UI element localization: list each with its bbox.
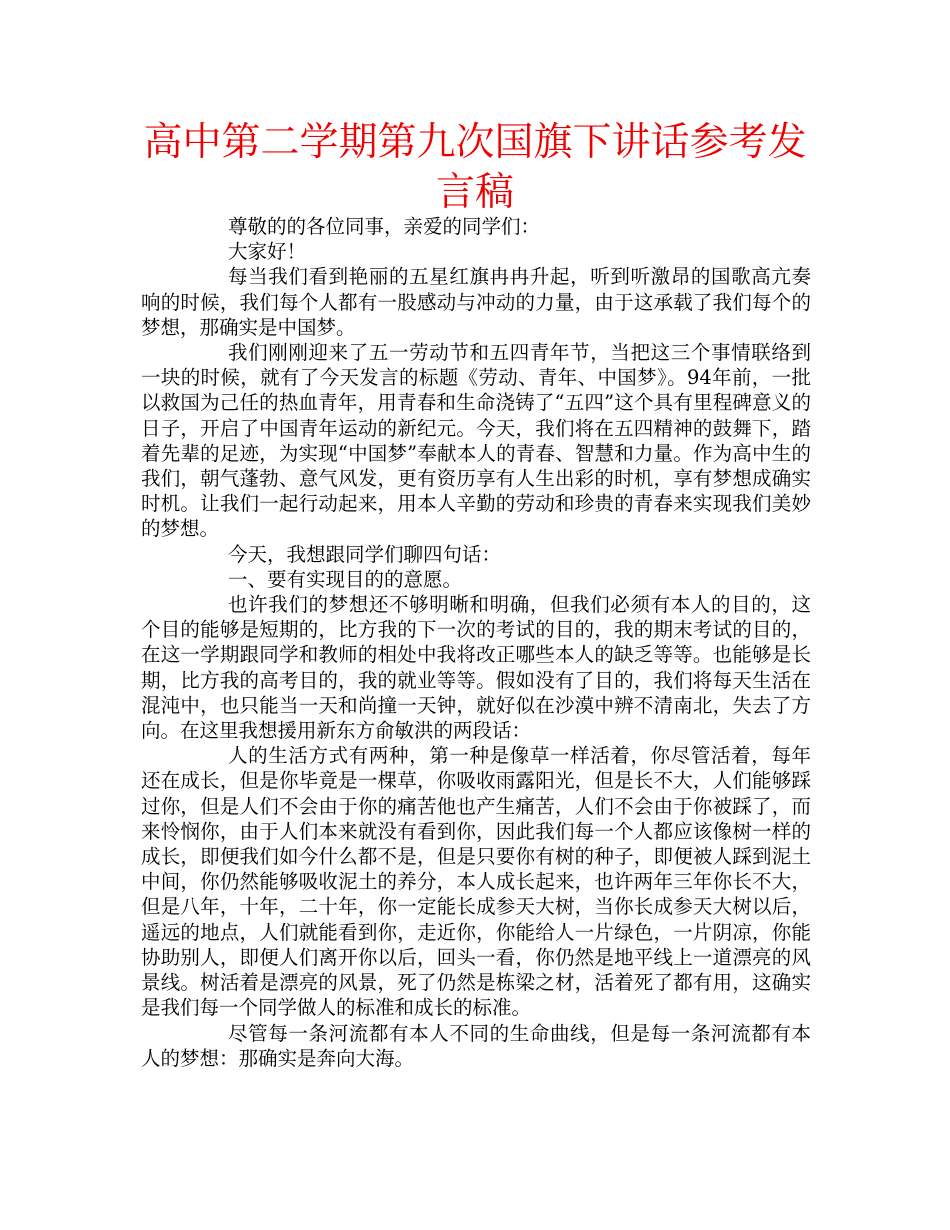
body-paragraph: 也许我们的梦想还不够明晰和明确，但我们必须有本人的目的，这个目的能够是短期的，比方我的下一次的考试的目的，我的期末考试的目的，在这一学期跟同学和教师的相处中我将改正哪些本人的缺乏等等。也能够是长期，比方我的高考目的，我的就业等等。假如没有了目的，我们将每天生活在混沌中，也只能当一天和尚撞一天钟，就好似在沙漠中辨不清南北，失去了方向。在这里我想援用新东方俞敏洪的两段话：: [141, 593, 811, 743]
greeting-paragraph: 尊敬的的各位同事，亲爱的同学们：: [228, 215, 541, 238]
document-body: [141, 214, 811, 1071]
body-paragraph: 每当我们看到艳丽的五星红旗冉冉升起，听到听激昂的国歌高亢奏响的时候，我们每个人都有一股感动与冲动的力量，由于这承载了我们每个的梦想，那确实是中国梦。: [141, 265, 811, 339]
body-paragraph: 尽管每一条河流都有本人不同的生命曲线，但是每一条河流都有本人的梦想：那确实是奔向大海。: [141, 1021, 811, 1070]
body-paragraph: 今天，我想跟同学们聊四句话：: [228, 542, 502, 566]
section-heading: 一、要有实现目的的意愿。: [228, 567, 463, 591]
quote-paragraph: 人的生活方式有两种，第一种是像草一样活着，你尽管活着，每年还在成长，但是你毕竟是一棵草，你吸收雨露阳光，但是长不大，人们能够踩过你，但是人们不会由于你的痛苦他也产生痛苦，人们不会由于你被踩了，而来怜悯你，由于人们本来就没有看到你，因此我们每一个人都应该像树一样的成长，即便我们如今什么都不是，但是只要你有树的种子，即便被人踩到泥土中间，你仍然能够吸收泥土的养分，本人成长起来，也许两年三年你长不大，但是八年，十年，二十年，你一定能长成参天大树，当你长成参天大树以后，遥远的地点，人们就能看到你，走近你，你能给人一片绿色，一片阴凉，你能协助别人，即便人们离开你以后，回头一看，你仍然是地平线上一道漂亮的风景线。树活着是漂亮的风景，死了仍然是栋梁之材，活着死了都有用，这确实是我们每一个同学做人的标准和成长的标准。: [141, 744, 811, 1020]
hello-paragraph: 大家好！: [228, 240, 307, 264]
document-title: 高中第二学期第九次国旗下讲话参考发言稿: [143, 120, 807, 215]
body-paragraph: 我们刚刚迎来了五一劳动节和五四青年节，当把这三个事情联络到一块的时候，就有了今天发言的标题《劳动、青年、中国梦》。94年前，一批以救国为己任的热血青年，用青春和生命浇铸了“五四”这个具有里程碑意义的日子，开启了中国青年运动的新纪元。今天，我们将在五四精神的鼓舞下，踏着先辈的足迹，为实现“中国梦”奉献本人的青春、智慧和力量。作为高中生的我们，朝气蓬勃、意气风发，更有资历享有人生出彩的时机，享有梦想成确实时机。让我们一起行动起来，用本人辛勤的劳动和珍贵的青春来实现我们美妙的梦想。: [141, 341, 811, 541]
